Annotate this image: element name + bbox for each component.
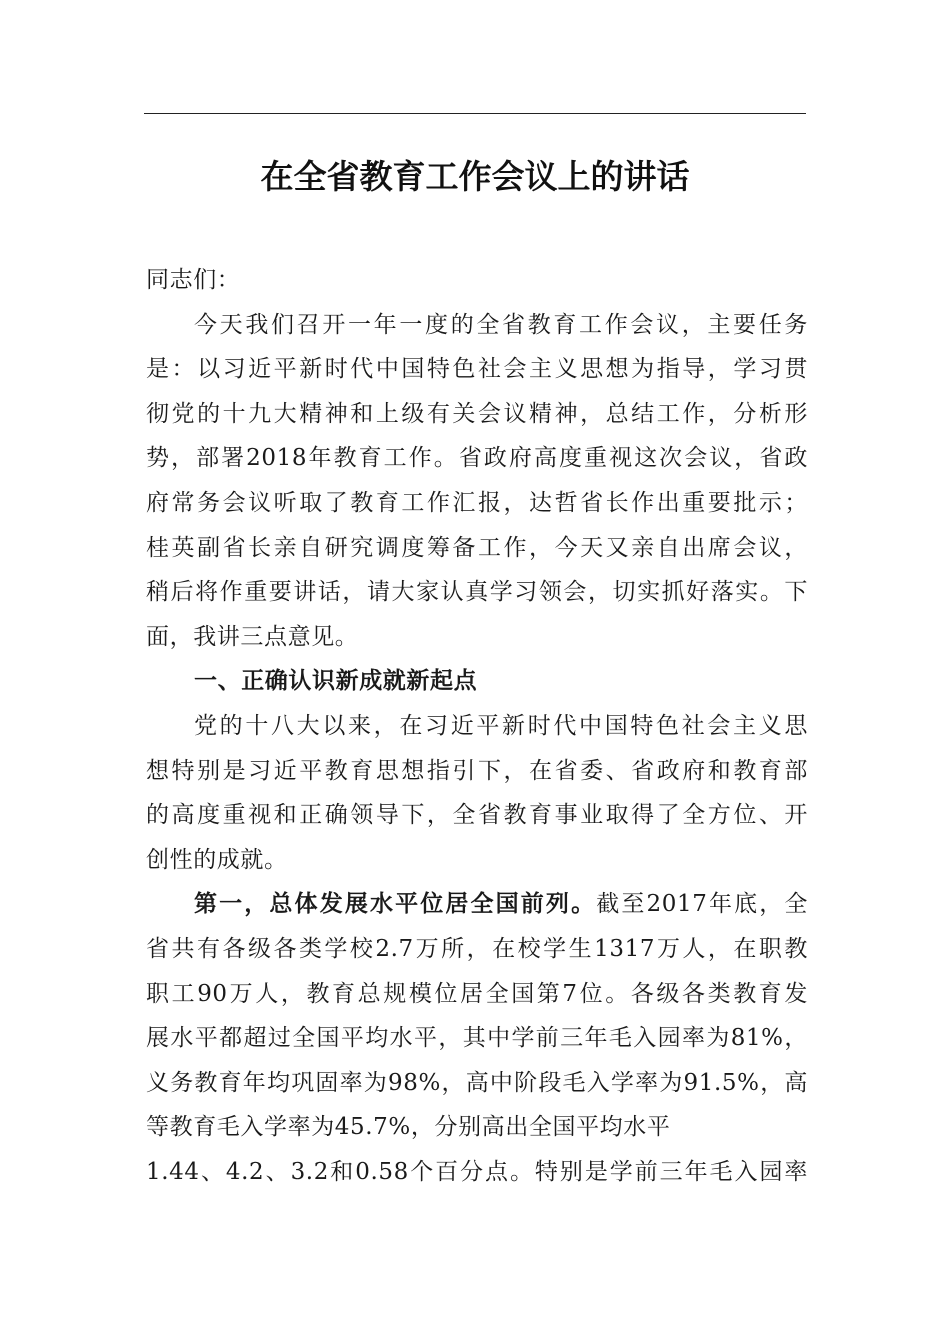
paragraph-line: 想特别是习近平教育思想指引下，在省委、省政府和教育部 <box>146 757 808 784</box>
paragraph-line <box>146 882 808 927</box>
header-rule <box>144 113 806 114</box>
document-body <box>146 258 808 1194</box>
paragraph-line: 1.44、4.2、3.2和0.58个百分点。特别是学前三年毛入园率 <box>146 1158 808 1185</box>
paragraph-lead: 第一，总体发展水平位居全国前列。 <box>194 890 597 918</box>
paragraph-line: 职工90万人，教育总规模位居全国第7位。各级各类教育发 <box>146 980 808 1007</box>
paragraph-line: 是：以习近平新时代中国特色社会主义思想为指导，学习贯 <box>146 356 808 383</box>
section-heading: 一、正确认识新成就新起点 <box>194 668 478 695</box>
paragraph-line: 义务教育年均巩固率为98%，高中阶段毛入学率为91.5%，高 <box>146 1069 808 1096</box>
paragraph-text: 截至2017年底，全 <box>596 891 808 918</box>
paragraph-line: 今天我们召开一年一度的全省教育工作会议，主要任务 <box>194 311 808 338</box>
paragraph-line: 等教育毛入学率为45.7%，分别高出全国平均水平 <box>146 1114 671 1141</box>
paragraph-line: 彻党的十九大精神和上级有关会议精神，总结工作，分析形 <box>146 400 808 427</box>
document-title: 在全省教育工作会议上的讲话 <box>260 157 690 196</box>
paragraph-line: 党的十八大以来，在习近平新时代中国特色社会主义思 <box>194 712 808 739</box>
paragraph-line: 面，我讲三点意见。 <box>146 623 359 650</box>
paragraph-line: 桂英副省长亲自研究调度筹备工作，今天又亲自出席会议， <box>146 534 808 561</box>
paragraph-line: 省共有各级各类学校2.7万所，在校学生1317万人，在职教 <box>146 935 808 962</box>
salutation: 同志们： <box>146 267 241 293</box>
paragraph-line: 府常务会议听取了教育工作汇报，达哲省长作出重要批示； <box>146 489 808 516</box>
paragraph-line: 创性的成就。 <box>146 846 288 873</box>
paragraph-line: 稍后将作重要讲话，请大家认真学习领会，切实抓好落实。下 <box>146 579 808 606</box>
paragraph-line: 势，部署2018年教育工作。省政府高度重视这次会议，省政 <box>146 445 808 472</box>
paragraph-line: 的高度重视和正确领导下，全省教育事业取得了全方位、开 <box>146 802 808 829</box>
paragraph-line: 展水平都超过全国平均水平，其中学前三年毛入园率为81%， <box>146 1025 808 1052</box>
